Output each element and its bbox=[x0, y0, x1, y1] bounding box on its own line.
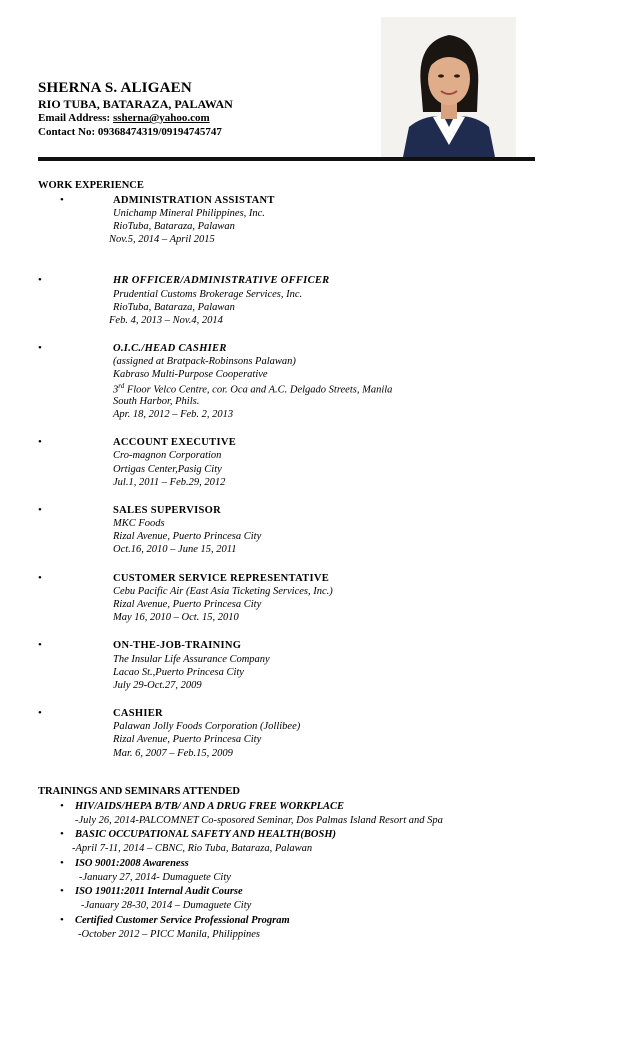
job-location: Rizal Avenue, Puerto Princesa City bbox=[113, 599, 262, 610]
floor-suffix: rd bbox=[118, 382, 125, 390]
job-dates: Nov.5, 2014 – April 2015 bbox=[109, 234, 215, 245]
job-location: RioTuba, Bataraza, Palawan bbox=[113, 302, 235, 313]
job-title: SALES SUPERVISOR bbox=[113, 505, 222, 516]
job-title: ON-THE-JOB-TRAINING bbox=[113, 640, 242, 651]
email-line bbox=[38, 112, 210, 124]
job-company: Prudential Customs Brokerage Services, Inc. bbox=[113, 289, 303, 300]
bullet: • bbox=[38, 572, 42, 584]
bullet: • bbox=[38, 639, 42, 651]
header-divider bbox=[38, 157, 535, 161]
bullet: • bbox=[38, 274, 42, 286]
job-address-text: Floor Velco Centre, cor. Oca and A.C. Delgado Streets, Manila bbox=[126, 384, 393, 396]
training-detail: -January 28-30, 2014 – Dumaguete City bbox=[81, 900, 252, 911]
profile-photo-drawing bbox=[381, 17, 516, 157]
bullet: • bbox=[60, 885, 64, 897]
job-company: Kabraso Multi-Purpose Cooperative bbox=[113, 369, 268, 380]
work-experience-heading: WORK EXPERIENCE bbox=[38, 180, 144, 191]
bullet: • bbox=[60, 914, 64, 926]
training-title: ISO 19011:2011 Internal Audit Course bbox=[75, 886, 243, 897]
job-company: Cro-magnon Corporation bbox=[113, 450, 222, 461]
training-detail: -October 2012 – PICC Manila, Philippines bbox=[78, 929, 260, 940]
bullet: • bbox=[60, 857, 64, 869]
training-title: Certified Customer Service Professional Program bbox=[75, 915, 290, 926]
job-dates: Apr. 18, 2012 – Feb. 2, 2013 bbox=[113, 409, 234, 420]
job-dates: Jul.1, 2011 – Feb.29, 2012 bbox=[113, 477, 226, 488]
training-detail: -July 26, 2014-PALCOMNET Co-sposored Seminar, Dos Palmas Island Resort and Spa bbox=[75, 815, 443, 826]
job-title: ACCOUNT EXECUTIVE bbox=[113, 437, 237, 448]
job-location: Ortigas Center,Pasig City bbox=[113, 464, 222, 475]
job-company: Cebu Pacific Air (East Asia Ticketing Services, Inc.) bbox=[113, 586, 333, 597]
training-title: ISO 9001:2008 Awareness bbox=[75, 858, 189, 869]
job-assignment: (assigned at Bratpack-Robinsons Palawan) bbox=[113, 356, 296, 367]
job-title: HR OFFICER/ADMINISTRATIVE OFFICER bbox=[113, 275, 330, 286]
profile-photo bbox=[381, 17, 516, 157]
job-location: RioTuba, Bataraza, Palawan bbox=[113, 221, 235, 232]
job-location: Lacao St.,Puerto Princesa City bbox=[113, 667, 244, 678]
bullet: • bbox=[38, 504, 42, 516]
job-company: The Insular Life Assurance Company bbox=[113, 654, 270, 665]
job-dates: May 16, 2010 – Oct. 15, 2010 bbox=[113, 612, 239, 623]
applicant-address: RIO TUBA, BATARAZA, PALAWAN bbox=[38, 97, 233, 111]
job-title: CUSTOMER SERVICE REPRESENTATIVE bbox=[113, 573, 330, 584]
job-title: ADMINISTRATION ASSISTANT bbox=[113, 195, 275, 206]
bullet: • bbox=[60, 800, 64, 812]
bullet: • bbox=[60, 194, 64, 206]
job-dates: July 29-Oct.27, 2009 bbox=[113, 680, 202, 691]
contact-number: Contact No: 09368474319/09194745747 bbox=[38, 126, 222, 138]
training-title: BASIC OCCUPATIONAL SAFETY AND HEALTH(BOSH) bbox=[75, 829, 336, 840]
job-company: MKC Foods bbox=[113, 518, 165, 529]
email-label: Email Address: bbox=[38, 112, 113, 124]
job-company: Palawan Jolly Foods Corporation (Jollibee) bbox=[113, 721, 301, 732]
job-location: Rizal Avenue, Puerto Princesa City bbox=[113, 734, 262, 745]
job-title: CASHIER bbox=[113, 708, 163, 719]
applicant-name: SHERNA S. ALIGAEN bbox=[38, 80, 192, 96]
floor-number: 3 bbox=[113, 384, 119, 396]
job-location: Rizal Avenue, Puerto Princesa City bbox=[113, 531, 262, 542]
bullet: • bbox=[38, 436, 42, 448]
job-dates: Oct.16, 2010 – June 15, 2011 bbox=[113, 544, 237, 555]
email-link[interactable]: ssherna@yahoo.com bbox=[112, 112, 210, 124]
training-title: HIV/AIDS/HEPA B/TB/ AND A DRUG FREE WORKPLACE bbox=[75, 801, 344, 812]
job-location: South Harbor, Phils. bbox=[113, 396, 200, 407]
training-detail: -January 27, 2014- Dumaguete City bbox=[79, 872, 231, 883]
job-address bbox=[113, 382, 392, 396]
job-company: Unichamp Mineral Philippines, Inc. bbox=[113, 208, 265, 219]
bullet: • bbox=[38, 707, 42, 719]
training-detail: -April 7-11, 2014 – CBNC, Rio Tuba, Bataraza, Palawan bbox=[72, 843, 313, 854]
bullet: • bbox=[60, 828, 64, 840]
job-title: O.I.C./HEAD CASHIER bbox=[113, 343, 227, 354]
bullet: • bbox=[38, 342, 42, 354]
trainings-heading: TRAININGS AND SEMINARS ATTENDED bbox=[38, 786, 240, 797]
job-dates: Mar. 6, 2007 – Feb.15, 2009 bbox=[113, 748, 233, 759]
job-dates: Feb. 4, 2013 – Nov.4, 2014 bbox=[109, 315, 223, 326]
